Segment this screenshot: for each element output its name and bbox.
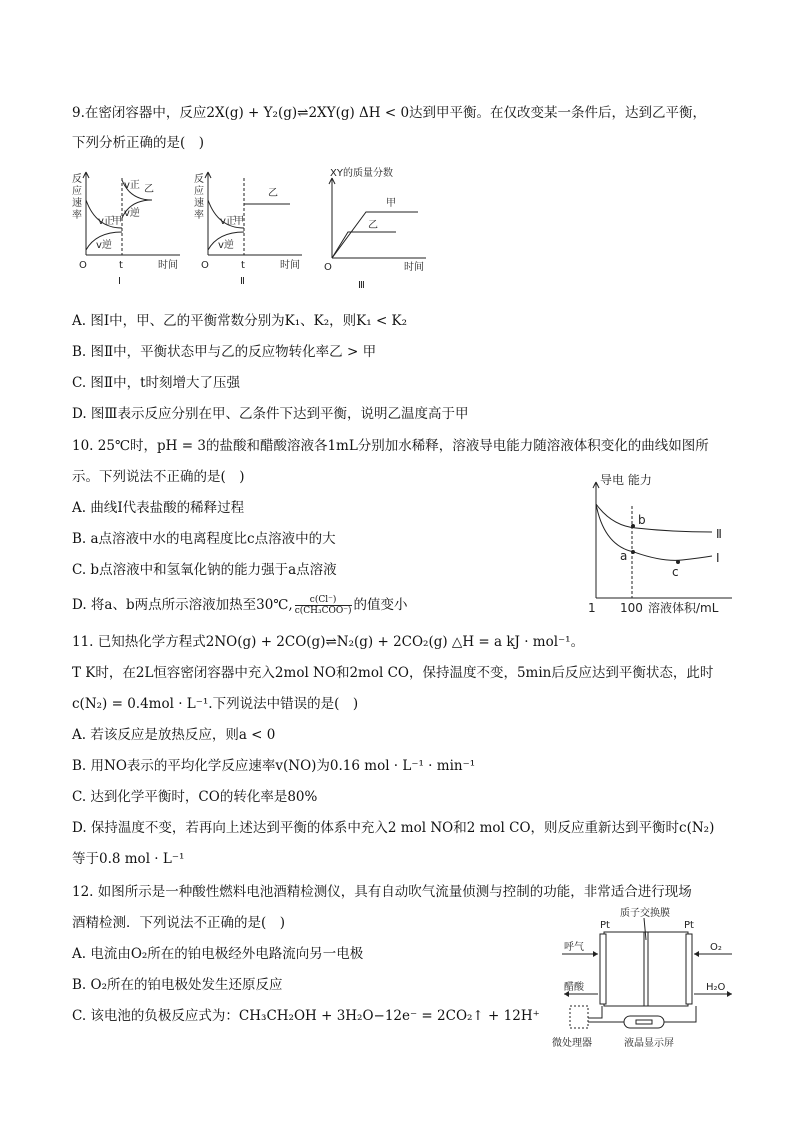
fig2-t: t bbox=[241, 260, 245, 271]
q11-stem-line2: T K时，在2L恒容密闭容器中充入2mol NO和2mol CO，保持温度不变，5min后反应达到平衡状态，此时 bbox=[72, 665, 714, 681]
fig3-jia: 甲 bbox=[386, 198, 396, 209]
q12-option-a: A. 电流由O₂所在的铂电极经外电路流向另一电极 bbox=[72, 946, 364, 962]
fig1-jia: 甲 bbox=[112, 216, 122, 227]
fig2-origin: O bbox=[201, 260, 209, 271]
fig1-ylabel-2: 应 bbox=[72, 186, 82, 197]
q10-fraction bbox=[295, 595, 352, 616]
fig1-vneg2: v逆 bbox=[124, 208, 140, 219]
q12-option-b: B. O₂所在的铂电极处发生还原反应 bbox=[72, 977, 283, 993]
q9-figure-2 bbox=[190, 170, 310, 290]
q12-pt-right: Pt bbox=[684, 920, 694, 931]
q11-option-b: B. 用NO表示的平均化学反应速率v(NO)为0.16 mol · L⁻¹ · min⁻¹ bbox=[72, 758, 476, 774]
fig1-roman: Ⅰ bbox=[118, 276, 121, 287]
fig2-ylabel-3: 速 bbox=[194, 198, 204, 209]
q12-option-c: C. 该电池的负极反应式为：CH₃CH₂OH + 3H₂O−12e⁻ = 2CO₂↑ + 12H⁺ bbox=[72, 1008, 540, 1024]
q9-option-c: C. 图Ⅱ中，t时刻增大了压强 bbox=[72, 375, 241, 391]
fig1-ylabel-3: 速 bbox=[72, 198, 82, 209]
q10-graph-ylabel: 导电 能力 bbox=[600, 473, 652, 487]
q10-frac-den: c(CH₃COO⁻) bbox=[294, 606, 352, 616]
fig2-ylabel-2: 应 bbox=[194, 186, 204, 197]
fig3-xlabel: 时间 bbox=[404, 262, 424, 273]
q10-graph-xlabel: 溶液体积/mL bbox=[648, 601, 719, 615]
q12-o2-label: O₂ bbox=[710, 942, 722, 953]
q10-curve-1-label: Ⅰ bbox=[716, 551, 720, 565]
q10-x-tick-1: 1 bbox=[588, 601, 596, 615]
q10-point-b: b bbox=[638, 513, 646, 527]
fig2-vpos: v正 bbox=[220, 216, 236, 227]
q12-micro-label: 微处理器 bbox=[552, 1038, 592, 1049]
fig2-jia: 甲 bbox=[234, 216, 244, 227]
fig1-ylabel-1: 反 bbox=[72, 174, 82, 185]
q9-option-d: D. 图Ⅲ表示反应分别在甲、乙条件下达到平衡，说明乙温度高于甲 bbox=[72, 406, 469, 422]
fig1-yi: 乙 bbox=[144, 184, 154, 195]
q12-membrane-label: 质子交换膜 bbox=[620, 908, 670, 919]
fig1-t: t bbox=[119, 260, 123, 271]
fig2-ylabel-1: 反 bbox=[194, 174, 204, 185]
fig3-ylabel: XY的质量分数 bbox=[330, 168, 393, 179]
fig2-vneg: v逆 bbox=[218, 240, 234, 251]
fig2-xlabel: 时间 bbox=[280, 260, 300, 271]
q12-h2o-label: H₂O bbox=[706, 982, 726, 993]
q10-stem-line2: 示。下列说法不正确的是( ) bbox=[72, 469, 245, 485]
q10-stem-line1: 10. 25℃时，pH = 3的盐酸和醋酸溶液各1mL分别加水稀释，溶液导电能力随溶液体积变化的曲线如图所 bbox=[72, 438, 709, 454]
q11-option-d-line1: D. 保持温度不变，若再向上述达到平衡的体系中充入2 mol NO和2 mol CO，则反应重新达到平衡时c(N₂) bbox=[72, 820, 715, 836]
q10-point-c: c bbox=[672, 565, 679, 579]
q11-option-c: C. 达到化学平衡时，CO的转化率是80% bbox=[72, 789, 318, 805]
fig1-origin: O bbox=[79, 260, 87, 271]
q10-option-b: B. a点溶液中水的电离程度比c点溶液中的大 bbox=[72, 531, 336, 547]
q10-option-d-post: 的值变小 bbox=[353, 597, 408, 613]
fig2-yi: 乙 bbox=[268, 188, 278, 199]
q12-pt-left: Pt bbox=[600, 920, 610, 931]
fig1-xlabel: 时间 bbox=[158, 260, 178, 271]
fig1-vpos2: v正 bbox=[124, 180, 140, 191]
q12-stem-line2: 酒精检测．下列说法不正确的是( ) bbox=[72, 915, 286, 931]
q9-option-a: A. 图Ⅰ中，甲、乙的平衡常数分别为K₁、K₂，则K₁ < K₂ bbox=[72, 313, 408, 329]
q12-lcd-label: 液晶显示屏 bbox=[624, 1038, 674, 1049]
q9-stem-line2: 下列分析正确的是( ) bbox=[72, 135, 205, 151]
q10-point-a: a bbox=[620, 549, 628, 563]
q10-option-d-pre: D. 将a、b两点所示溶液加热至30℃, bbox=[72, 597, 293, 613]
q10-curve-2-label: Ⅱ bbox=[716, 527, 722, 541]
fig1-vpos: v正 bbox=[98, 216, 114, 227]
fig2-ylabel-4: 率 bbox=[194, 210, 204, 221]
q9-stem-line1: 9.在密闭容器中，反应2X(g) + Y₂(g)⇌2XY(g) ΔH < 0达到甲平衡。在仅改变某一条件后，达到乙平衡， bbox=[72, 105, 707, 121]
q12-breath-label: 呼气 bbox=[564, 942, 584, 953]
fig1-vneg: v逆 bbox=[96, 240, 112, 251]
q10-x-tick-100: 100 bbox=[620, 601, 643, 615]
q11-option-d-line2: 等于0.8 mol · L⁻¹ bbox=[72, 851, 185, 867]
q11-stem-line1: 11. 已知热化学方程式2NO(g) + 2CO(g)⇌N₂(g) + 2CO₂(g) △H = a kJ · mol⁻¹。 bbox=[72, 634, 585, 650]
q10-frac-num: c(Cl⁻) bbox=[295, 595, 352, 606]
q10-conductivity-graph bbox=[582, 466, 738, 620]
fig3-roman: Ⅲ bbox=[358, 280, 365, 291]
fig1-ylabel-4: 率 bbox=[72, 210, 82, 221]
q10-option-c: C. b点溶液中和氢氧化钠的能力强于a点溶液 bbox=[72, 562, 337, 578]
q9-figure-3 bbox=[318, 166, 438, 292]
q12-fuel-cell-diagram bbox=[540, 900, 740, 1056]
q11-option-a: A. 若该反应是放热反应，则a < 0 bbox=[72, 727, 276, 743]
q12-acetic-label: 醋酸 bbox=[564, 982, 584, 993]
q11-stem-line3: c(N₂) = 0.4mol · L⁻¹.下列说法中错误的是( ) bbox=[72, 696, 359, 712]
fig3-origin: O bbox=[324, 262, 332, 273]
q9-figure-1 bbox=[68, 170, 188, 290]
q10-option-a: A. 曲线Ⅰ代表盐酸的稀释过程 bbox=[72, 500, 245, 516]
fig3-yi: 乙 bbox=[368, 220, 378, 231]
q9-option-b: B. 图Ⅱ中，平衡状态甲与乙的反应物转化率乙 > 甲 bbox=[72, 344, 377, 360]
fig2-roman: Ⅱ bbox=[240, 276, 245, 287]
q12-stem-line1: 12. 如图所示是一种酸性燃料电池酒精检测仪，具有自动吹气流量侦测与控制的功能，非常适合进行现场 bbox=[72, 884, 692, 900]
q10-option-d bbox=[72, 595, 408, 616]
